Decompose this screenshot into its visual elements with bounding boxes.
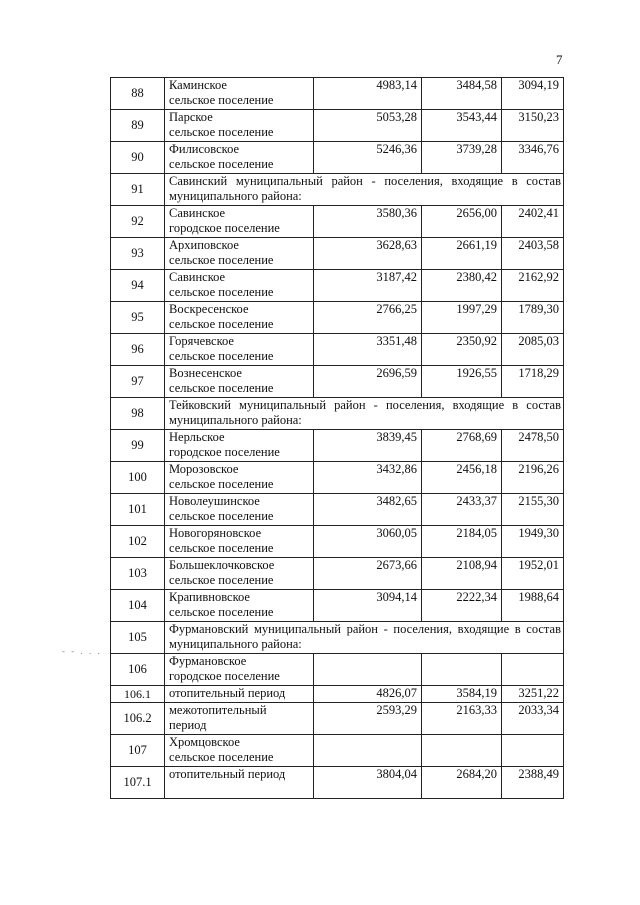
settlement-name-line1: Воскресенское xyxy=(169,302,249,316)
settlement-name xyxy=(165,334,314,366)
region-header: Савинский муниципальный район - поселения, входящие в состав муниципального района: xyxy=(165,174,564,206)
settlement-name-line1: Каминское xyxy=(169,78,227,92)
value-col-2: 3739,28 xyxy=(422,142,502,174)
value-col-1: 3432,86 xyxy=(314,462,422,494)
table-row xyxy=(111,526,564,558)
row-number: 93 xyxy=(111,238,165,270)
value-col-3: 2196,26 xyxy=(502,462,564,494)
value-col-1: 4983,14 xyxy=(314,78,422,110)
margin-mark: - - . . . xyxy=(62,646,102,656)
settlement-name-line1: Архиповское xyxy=(169,238,239,252)
row-number: 102 xyxy=(111,526,165,558)
row-number: 103 xyxy=(111,558,165,590)
value-col-2: 3543,44 xyxy=(422,110,502,142)
row-number: 106 xyxy=(111,654,165,686)
table-row xyxy=(111,494,564,526)
table-row xyxy=(111,238,564,270)
settlement-name-line1: отопительный период xyxy=(169,686,286,700)
value-col-3: 2403,58 xyxy=(502,238,564,270)
settlement-name-line2: сельское поселение xyxy=(169,541,274,555)
settlement-name-line2: сельское поселение xyxy=(169,477,274,491)
value-col-1: 3094,14 xyxy=(314,590,422,622)
table-row xyxy=(111,366,564,398)
value-col-3: 1988,64 xyxy=(502,590,564,622)
value-col-1: 5053,28 xyxy=(314,110,422,142)
row-number: 89 xyxy=(111,110,165,142)
table-row xyxy=(111,703,564,735)
value-col-3: 1949,30 xyxy=(502,526,564,558)
settlement-name-line1: Фурмановское xyxy=(169,654,247,668)
settlement-name-line1: Нерльское xyxy=(169,430,225,444)
row-number: 106.2 xyxy=(111,703,165,735)
value-col-2 xyxy=(422,735,502,767)
tariff-table xyxy=(110,77,564,799)
settlement-name xyxy=(165,110,314,142)
settlement-name-line2: городское поселение xyxy=(169,221,280,235)
settlement-name xyxy=(165,735,314,767)
row-number: 94 xyxy=(111,270,165,302)
settlement-name-line2: городское поселение xyxy=(169,445,280,459)
value-col-3: 2033,34 xyxy=(502,703,564,735)
value-col-1: 2673,66 xyxy=(314,558,422,590)
value-col-2: 2684,20 xyxy=(422,767,502,799)
settlement-name-line1: Савинское xyxy=(169,206,226,220)
settlement-name xyxy=(165,142,314,174)
table-row xyxy=(111,590,564,622)
table-row xyxy=(111,174,564,206)
value-col-2: 2661,19 xyxy=(422,238,502,270)
value-col-3: 3094,19 xyxy=(502,78,564,110)
row-number: 92 xyxy=(111,206,165,238)
settlement-name xyxy=(165,270,314,302)
value-col-3: 2085,03 xyxy=(502,334,564,366)
table-row xyxy=(111,78,564,110)
value-col-1: 3580,36 xyxy=(314,206,422,238)
settlement-name xyxy=(165,703,314,735)
settlement-name-line2: сельское поселение xyxy=(169,750,274,764)
settlement-name-line1: Горячевское xyxy=(169,334,234,348)
settlement-name xyxy=(165,686,314,703)
settlement-name-line1: Большеклочковское xyxy=(169,558,275,572)
value-col-3: 2155,30 xyxy=(502,494,564,526)
row-number: 88 xyxy=(111,78,165,110)
value-col-1: 3060,05 xyxy=(314,526,422,558)
value-col-1: 4826,07 xyxy=(314,686,422,703)
table-row xyxy=(111,398,564,430)
row-number: 96 xyxy=(111,334,165,366)
settlement-name xyxy=(165,462,314,494)
settlement-name xyxy=(165,590,314,622)
region-header: Фурмановский муниципальный район - поселения, входящие в состав муниципального района: xyxy=(165,622,564,654)
settlement-name-line2: сельское поселение xyxy=(169,125,274,139)
row-number: 95 xyxy=(111,302,165,334)
value-col-1: 3187,42 xyxy=(314,270,422,302)
settlement-name-line2: период xyxy=(169,718,207,732)
row-number: 101 xyxy=(111,494,165,526)
value-col-1: 3482,65 xyxy=(314,494,422,526)
value-col-1: 3839,45 xyxy=(314,430,422,462)
settlement-name-line2: сельское поселение xyxy=(169,317,274,331)
settlement-name-line2: сельское поселение xyxy=(169,381,274,395)
settlement-name-line1: Вознесенское xyxy=(169,366,242,380)
settlement-name xyxy=(165,430,314,462)
row-number: 107.1 xyxy=(111,767,165,799)
value-col-3: 3346,76 xyxy=(502,142,564,174)
value-col-2: 2163,33 xyxy=(422,703,502,735)
table-body xyxy=(111,78,564,799)
value-col-3: 2388,49 xyxy=(502,767,564,799)
row-number: 98 xyxy=(111,398,165,430)
settlement-name xyxy=(165,558,314,590)
settlement-name-line1: Филисовское xyxy=(169,142,240,156)
value-col-2: 1926,55 xyxy=(422,366,502,398)
table-row xyxy=(111,142,564,174)
settlement-name-line2: сельское поселение xyxy=(169,93,274,107)
value-col-1: 2766,25 xyxy=(314,302,422,334)
value-col-1: 3804,04 xyxy=(314,767,422,799)
table-row xyxy=(111,735,564,767)
settlement-name-line2: городское поселение xyxy=(169,669,280,683)
settlement-name-line2: сельское поселение xyxy=(169,605,274,619)
row-number: 91 xyxy=(111,174,165,206)
value-col-2: 2656,00 xyxy=(422,206,502,238)
row-number: 104 xyxy=(111,590,165,622)
value-col-2: 2108,94 xyxy=(422,558,502,590)
value-col-3: 1952,01 xyxy=(502,558,564,590)
value-col-2: 2222,34 xyxy=(422,590,502,622)
settlement-name xyxy=(165,206,314,238)
value-col-3: 2478,50 xyxy=(502,430,564,462)
settlement-name-line1: Морозовское xyxy=(169,462,239,476)
page-number: 7 xyxy=(556,52,563,67)
value-col-2: 3484,58 xyxy=(422,78,502,110)
table-row xyxy=(111,206,564,238)
table-row xyxy=(111,622,564,654)
value-col-3: 1789,30 xyxy=(502,302,564,334)
table-row xyxy=(111,654,564,686)
settlement-name-line2: сельское поселение xyxy=(169,253,274,267)
settlement-name-line1: Крапивновское xyxy=(169,590,250,604)
value-col-3 xyxy=(502,735,564,767)
region-header: Тейковский муниципальный район - поселения, входящие в состав муниципального района: xyxy=(165,398,564,430)
table-row xyxy=(111,558,564,590)
value-col-3 xyxy=(502,654,564,686)
value-col-2: 2184,05 xyxy=(422,526,502,558)
value-col-2: 2433,37 xyxy=(422,494,502,526)
value-col-2: 1997,29 xyxy=(422,302,502,334)
value-col-3: 3251,22 xyxy=(502,686,564,703)
table-row xyxy=(111,110,564,142)
settlement-name xyxy=(165,494,314,526)
table-row xyxy=(111,334,564,366)
value-col-2 xyxy=(422,654,502,686)
value-col-1: 2696,59 xyxy=(314,366,422,398)
row-number: 100 xyxy=(111,462,165,494)
value-col-3: 1718,29 xyxy=(502,366,564,398)
value-col-1: 2593,29 xyxy=(314,703,422,735)
row-number: 99 xyxy=(111,430,165,462)
settlement-name-line1: Новогоряновское xyxy=(169,526,262,540)
value-col-1: 3628,63 xyxy=(314,238,422,270)
row-number: 90 xyxy=(111,142,165,174)
settlement-name xyxy=(165,238,314,270)
settlement-name xyxy=(165,654,314,686)
row-number: 107 xyxy=(111,735,165,767)
settlement-name xyxy=(165,526,314,558)
value-col-2: 2380,42 xyxy=(422,270,502,302)
value-col-2: 2350,92 xyxy=(422,334,502,366)
table-row xyxy=(111,270,564,302)
settlement-name-line1: Хромцовское xyxy=(169,735,240,749)
value-col-1 xyxy=(314,735,422,767)
table-row xyxy=(111,767,564,799)
table-row xyxy=(111,430,564,462)
row-number: 105 xyxy=(111,622,165,654)
settlement-name xyxy=(165,302,314,334)
table-row xyxy=(111,686,564,703)
settlement-name-line1: Новолеушинское xyxy=(169,494,260,508)
settlement-name xyxy=(165,366,314,398)
row-number: 106.1 xyxy=(111,686,165,703)
row-number: 97 xyxy=(111,366,165,398)
settlement-name-line2: сельское поселение xyxy=(169,349,274,363)
value-col-3: 2162,92 xyxy=(502,270,564,302)
settlement-name-line2: сельское поселение xyxy=(169,157,274,171)
table-row xyxy=(111,462,564,494)
value-col-3: 2402,41 xyxy=(502,206,564,238)
settlement-name-line2: сельское поселение xyxy=(169,285,274,299)
settlement-name-line1: Савинское xyxy=(169,270,226,284)
settlement-name-line2: сельское поселение xyxy=(169,509,274,523)
settlement-name-line1: отопительный период xyxy=(169,767,286,781)
settlement-name xyxy=(165,78,314,110)
value-col-3: 3150,23 xyxy=(502,110,564,142)
value-col-1: 3351,48 xyxy=(314,334,422,366)
value-col-2: 2456,18 xyxy=(422,462,502,494)
value-col-2: 3584,19 xyxy=(422,686,502,703)
settlement-name-line2: сельское поселение xyxy=(169,573,274,587)
value-col-2: 2768,69 xyxy=(422,430,502,462)
value-col-1 xyxy=(314,654,422,686)
settlement-name-line1: Парское xyxy=(169,110,213,124)
table-row xyxy=(111,302,564,334)
settlement-name-line1: межотопительный xyxy=(169,703,267,717)
settlement-name xyxy=(165,767,314,799)
value-col-1: 5246,36 xyxy=(314,142,422,174)
